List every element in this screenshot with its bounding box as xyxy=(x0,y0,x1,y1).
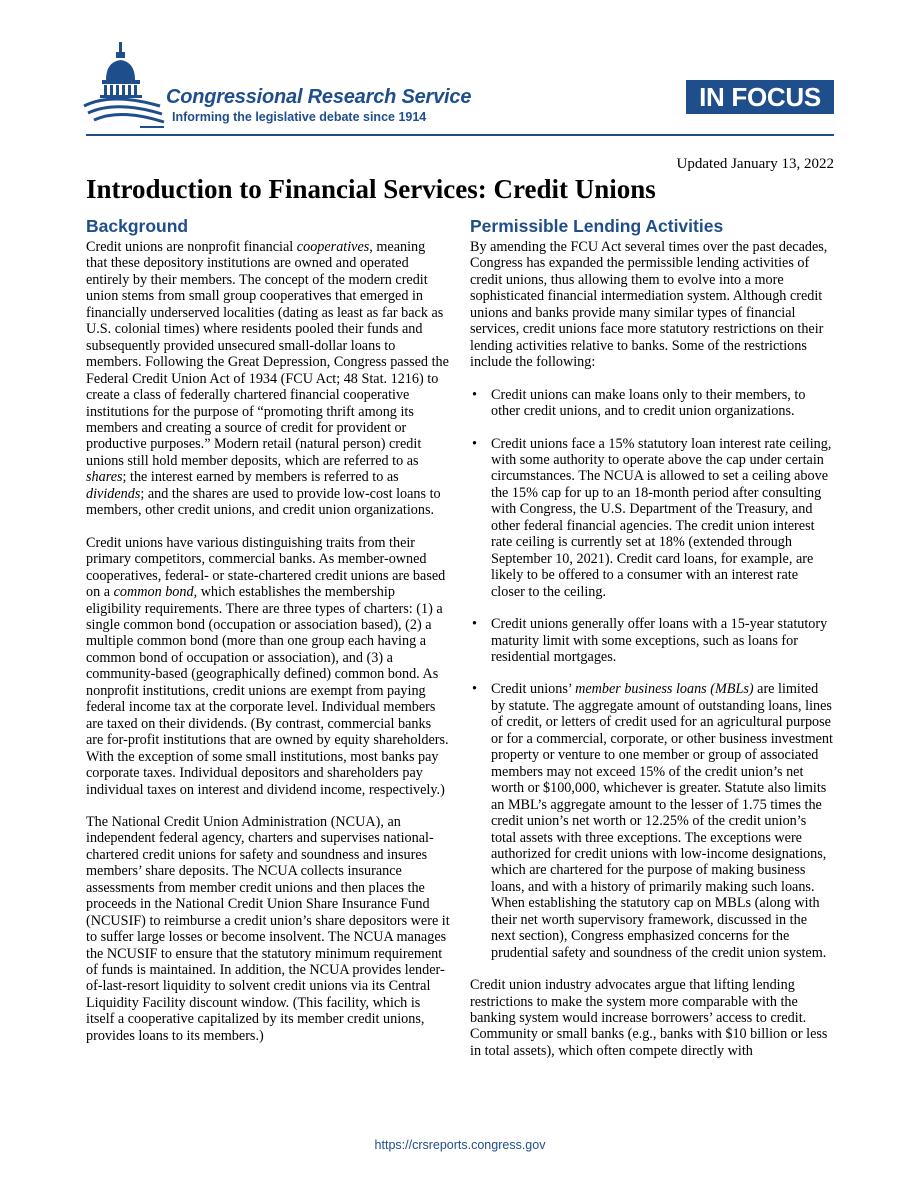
paragraph-lending-closing: Credit union industry advocates argue that lifting lending restrictions to make the system more comparable with the banking system would increase borrowers’ access to credit. Community or small banks (e.g., banks with $10 billion or less in total assets), which often compete directly with xyxy=(470,977,828,1059)
right-column xyxy=(470,216,834,1075)
text-run: ; and the shares are used to provide low-cost loans to members, other credit unions, and credit union organizations. xyxy=(86,485,441,519)
org-tagline: Informing the legislative debate since 1914 xyxy=(172,110,427,124)
term-cooperatives: cooperatives xyxy=(296,239,370,255)
text-run: , meaning that these depository institutions are owned and operated entirely by their members. The concept of the modern credit union stems from small group cooperatives that emerged in financially underserved localities (dating as least as far back as U.S. colonial times) where residents pooled their funds and subsequently provided unsecured small-dollar loans to members. Following the Great Depression, Congress passed the Federal Credit Union Act of 1934 (FCU Act; 48 Stat. 1216) to create a class of federally chartered financial cooperative institutions for the purpose of “promoting thrift among its members and creating a source of credit for provident or productive purposes.” Modern retail (natural person) credit unions still hold member deposits, which are referred to as xyxy=(86,239,449,469)
updated-date: Updated January 13, 2022 xyxy=(676,156,834,172)
paragraph-lending-intro: By amending the FCU Act several times over the past decades, Congress has expanded the permissible lending activities of credit unions, thus allowing them to evolve into a more sophisticated financial intermediation system. Although credit unions and banks provide many similar types of financial services, credit unions face more statutory restrictions on their lending activities relative to banks. Some of the restrictions include the following: xyxy=(470,239,828,371)
list-item xyxy=(470,681,834,961)
term-shares: shares xyxy=(86,469,123,486)
text-run: Credit unions have various distinguishing traits from their primary competitors, commercial banks. As member-owned cooperatives, federal- or state-chartered credit unions are based on a xyxy=(86,534,446,601)
footer-url-link[interactable]: https://crsreports.congress.gov xyxy=(374,1138,546,1152)
text-run: , which establishes the membership eligibility requirements. There are three types of charters: (1) a single common bond (occupation or association based), (2) a multiple common bond (more than one group each having a common bond of occupation or association), and (3) a community-based (geographically defined) common bond. As nonprofit institutions, credit unions are exempt from paying federal income tax at the corporate level. Individual members are taxed on their dividends. (By contrast, commercial banks are for-profit institutions that are owned by equity shareholders. With the exception of some small institutions, most banks pay corporate taxes. Individual depositors and shareholders pay individual taxes on interest and dividend income, respectively.) xyxy=(86,584,449,798)
section-heading-background: Background xyxy=(86,216,189,236)
text-run: Credit unions’ xyxy=(491,681,576,698)
list-item: • Credit unions can make loans only to their members, to other credit unions, and to credit union organizations. xyxy=(470,387,834,420)
header-rule xyxy=(86,134,834,136)
restrictions-list xyxy=(470,387,834,962)
paragraph-background-3: The National Credit Union Administration (NCUA), an independent federal agency, charters and supervises national-chartered credit unions for safety and soundness and insures members’ share deposits. The NCUA collects insurance assessments from member credit unions and then places the proceeds in the National Credit Union Share Insurance Fund (NCUSIF) to reimburse a credit union’s share depositors were it to suffer large losses or become insolvent. The NCUA manages the NCUSIF to ensure that the statutory minimum requirement of funds is maintained. In addition, the NCUA provides lender-of-last-resort liquidity to solvent credit unions via its Central Liquidity Facility discount window. (This facility, which is itself a cooperative capitalized by its member credit unions, provides loans to its members.) xyxy=(86,813,450,1044)
term-mbls: member business loans (MBLs) xyxy=(575,681,754,698)
paragraph-background-2 xyxy=(86,535,450,798)
term-dividends: dividends xyxy=(86,485,141,502)
paragraph-background-1 xyxy=(86,239,450,519)
section-heading-lending: Permissible Lending Activities xyxy=(470,216,724,236)
page-title: Introduction to Financial Services: Credit Unions xyxy=(86,174,656,204)
left-column xyxy=(86,216,450,1060)
text-run: ; the interest earned by members is referred to as xyxy=(122,469,399,486)
list-item: • Credit unions generally offer loans with a 15-year statutory maturity limit with some exceptions, such as loans for residential mortgages. xyxy=(470,616,834,665)
text-run: Credit unions are nonprofit financial xyxy=(86,239,297,255)
org-name: Congressional Research Service xyxy=(166,86,472,108)
term-common-bond: common bond xyxy=(113,584,194,601)
text-run: are limited by statute. The aggregate amount of outstanding loans, lines of credit, or letters of credit used for an agricultural purpose or for a commercial, corporate, or other business investment property or venture to one member or group of associated members may not exceed 15% of the credit union’s net worth or $100,000, whichever is greater. Statute also limits an MBL’s aggregate amount to the lesser of 1.75 times the credit union’s net worth or 12.25% of the credit union’s total assets with three exceptions. The exceptions were authorized for credit unions with low-income designations, which are chartered for the purpose of making business loans, and with a history of primarily making such loans. When establishing the statutory cap on MBLs (along with their net worth supervisory framework, discussed in the next section), Congress emphasized concerns for the prudential safety and soundness of the credit union system. xyxy=(491,681,833,961)
list-item: • Credit unions face a 15% statutory loan interest rate ceiling, with some authority to operate above the cap under certain circumstances. The NCUA is allowed to set a ceiling above the 15% cap for up to an 18-month period after consulting with Congress, the U.S. Department of the Treasury, and other federal financial agencies. The credit union interest rate ceiling is currently set at 18% (extended through September 10, 2021). Credit card loans, for example, are likely to be offered to a consumer with an interest rate closer to the ceiling. xyxy=(470,436,834,601)
in-focus-badge: IN FOCUS xyxy=(686,80,834,114)
capitol-dome-logo xyxy=(82,40,172,130)
